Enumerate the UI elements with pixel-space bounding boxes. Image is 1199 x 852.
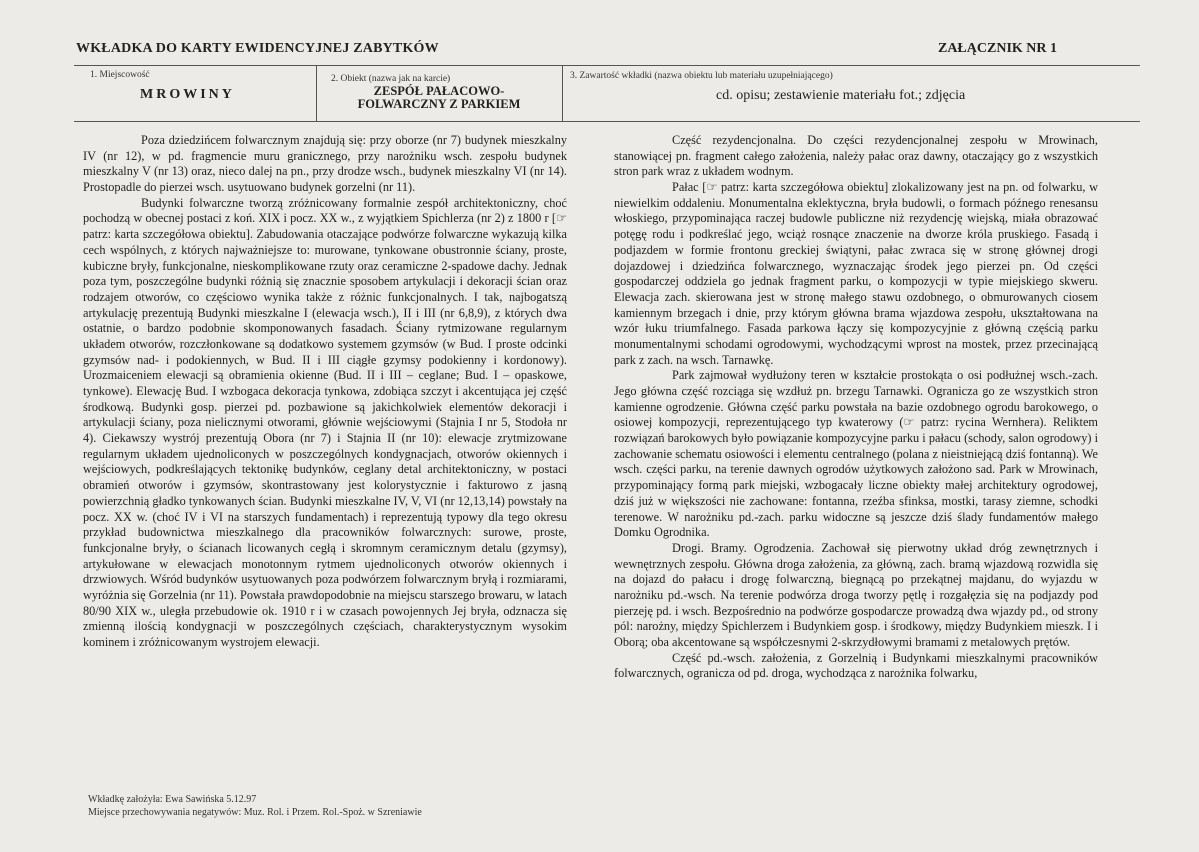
document-title: WKŁADKA DO KARTY EWIDENCYJNEJ ZABYTKÓW (76, 41, 439, 56)
right-paragraph-4: Drogi. Bramy. Ogrodzenia. Zachował się pierwotny układ dróg zewnętrznych i wewnętrznych zespołu. Główna droga założenia, za główną, zach. bramą wjazdową rozwidla się na dojazd do pałacu i drogę folwarczną, biegnącą po przekątnej majdanu, do wyjazdu w narożniku pd.-wsch. Na terenie podwórza droga tworzy pętlę i rozgałęzia się na podjazdy pod pierzeję pd. i wsch. Bezpośrednio na podwórze gospodarcze prowadzą dwa wjazdy pd., od strony pól: narożny, między Spichlerzem i Budynkiem gosp. i środkowy, między Budynkiem mieszk. I i Oborą; oba akcentowane są współczesnymi 2-skrzydłowymi bramami z metalowych prętów. (614, 540, 1098, 649)
right-paragraph-2: Pałac [☞ patrz: karta szczegółowa obiektu] zlokalizowany jest na pn. od folwarku, w niewielkim oddaleniu. Monumentalna eklektyczna, bryła budowli, o formach późnego renesansu włoskiego, przypominająca raczej budowle publiczne niż rezydencję wiejską, miała obrazować potęgę rodu i podkreślać jego, wciąż rosnące znaczenie na dworze króla pruskiego. Fasadą i podjazdem w formie frontonu greckiej świątyni, pałac zwraca się w stronę głównej drogi dojazdowej i dziedzińca folwarcznego, wyznaczając środek jego pierzei pn. Od części gospodarczej oddziela go jednak fragment parku, o kompozycji w typie miejskiego skweru. Elewacja zach. skierowana jest w stronę małego stawu ozdobnego, o obmurowanych ciosem kamiennym brzegach i dnie, przy którym główna brama wjazdowa zespołu, ukształtowana na wzór łuku triumfalnego. Fasada parkowa łączy się kompozycyjnie z główną częścią parku monumentalnymi schodami ogrodowymi, wychodzącymi wprost na mostek, przez przecinającą park z zach. na wsch. Tarnawkę. (614, 180, 1098, 367)
right-paragraph-3: Park zajmował wydłużony teren w kształcie prostokąta o osi podłużnej wsch.-zach. Jego główna część rozciąga się wzdłuż pn. brzegu Tarnawki. Ogranicza go ze wszystkich stron kamienne ogrodzenie. Główna część parku powstała na bazie ozdobnego ogrodu barokowego, o osiowej kompozycji, reprezentującego typ kwaterowy (☞ patrz: rycina Wernhera). Reliktem rozwiązań barokowych było powiązanie kompozycyjne parku i pałacu (schody, salon ogrodowy) i zachowanie schematu osiowości i elementu centralnego (polana z nieistniejącą dziś fontanną). We wsch. części parku, na terenie dawnych ogrodów użytkowych założono sad. Park w Mrowinach, przypominający formą park miejski, wzbogacały liczne obiekty małej architektury ogrodowej, dziś już w większości nie zachowane: fontanna, rzeźba sfinksa, mostki, tarasy ziemne, schodki terenowe. W narożniku pd.-zach. parku widoczne są jeszcze dziś ślady fundamentów małego Domku Ogrodnika. (614, 368, 1098, 540)
field-1-label: 1. Miejscowość (90, 70, 150, 80)
footer-negatives-location: Miejsce przechowywania negatywów: Muz. Rol. i Przem. Rol.-Spoż. w Szreniawie (88, 807, 422, 818)
field-divider-2 (562, 65, 563, 121)
field-2-value (320, 85, 558, 111)
right-column (614, 133, 1098, 682)
left-column (83, 133, 567, 651)
right-paragraph-5: Część pd.-wsch. założenia, z Gorzelnią i Budynkami mieszkalnymi pracowników folwarcznych, ogranicza od pd. droga, wychodząca z narożnika folwarku, (614, 650, 1098, 681)
right-paragraph-1: Część rezydencjonalna. Do części rezydencjonalnej zespołu w Mrowinach, stanowiącej pn. fragment całego założenia, należy pałac oraz dawny, otaczający go z wszystkich stron park wraz z układem wodnym. (614, 133, 1098, 179)
field-divider-1 (316, 65, 317, 121)
annex-label: ZAŁĄCZNIK NR 1 (937, 41, 1057, 56)
left-paragraph-1: Poza dziedzińcem folwarcznym znajdują się: przy oborze (nr 7) budynek mieszkalny IV (nr 12), w pd. fragmencie muru granicznego, przy narożniku wsch. zespołu budynek mieszkalny V (nr 13) oraz, nieco dalej na pn., przy drodze wsch., budynek mieszkalny VI (nr 14). Prostopadle do pierzei wsch. usytuowano budynek gorzelni (nr 11). (83, 133, 567, 195)
footer-author: Wkładkę założyła: Ewa Sawińska 5.12.97 (88, 794, 257, 805)
field-3-value: cd. opisu; zestawienie materiału fot.; zdjęcia (716, 88, 966, 103)
field-3-label: 3. Zawartość wkładki (nazwa obiektu lub materiału uzupełniającego) (570, 71, 833, 81)
header-rule-top (74, 65, 1140, 66)
field-2-label: 2. Obiekt (nazwa jak na karcie) (331, 74, 451, 84)
header-rule-bottom (74, 121, 1140, 122)
field-2-value-line1: ZESPÓŁ PAŁACOWO- (373, 84, 505, 98)
left-paragraph-2: Budynki folwarczne tworzą zróżnicowany formalnie zespół architektoniczny, choć pochodzą w obecnej postaci z koń. XIX i pocz. XX w., z wyjątkiem Spichlerza (nr 2) z 1800 r [☞ patrz: karta szczegółowa obiektu]. Zabudowania otaczające podwórze folwarczne wykazują kilka cech wspólnych, z których najważniejsze to: murowane, tynkowane obustronnie ściany, proste, kubiczne bryły, funkcjonalne, nieskomplikowane rzuty oraz ceramiczne 2-spadowe dachy. Jednak poza tym, poszczególne budynki różnią się znacznie sposobem artykulacji i dekoracji ścian oraz rodzajem otworów, co częściowo wynika także z różnic funkcjonalnych. I tak, najbogatszą artykulację prezentują Budynki mieszkalne I (elewacja wsch.), II i III (nr 6,8,9), z których dwa ostatnie, o bardzo podobnie skomponowanych fasadach. Ściany rytmizowane regularnym układem otworów, rozczłonkowane są dodatkowo systemem gzymsów (w Bud. I proste odcinki gzymsów nad- i podokiennych, w Bud. II i III ciągłe gzymsy podokienny i kordonowy). Urozmaiceniem elewacji są obramienia okienne (Bud. II i III – ceglane; Bud. I – opaskowe, tynkowe). Elewację Bud. I wzbogaca dekoracja tynkowa, zdobiąca szczyt i akcentująca jej część środkową. Budynki gosp. pierzei pd. pozbawione są jakichkolwiek elementów dekoracji i artykulacji ściany, poza nielicznymi otworami, głównie wejściowymi (Stajnia I nr 5, Stodoła nr 4). Ciekawszy wystrój prezentują Obora (nr 7) i Stajnia II (nr 10): elewacje zrytmizowane regularnym układem ujednoliconych w poszczególnych kondygnacjach, otworów okiennych i wejściowych, podkreślających tektonikę budynków, ceglany detal architektoniczny, w postaci obramień otworów i gzymsów, skontrastowany jest kolorystycznie i fakturowo z jasną powierzchnią gładko tynkowanych ścian. Budynki mieszkalne IV, V, VI (nr 12,13,14) powstały na pocz. XX w. (choć IV i VI na starszych fundamentach) i reprezentują typowy dla tego okresu przykład budownictwa mieszkalnego dla pracowników folwarcznych: surowe, proste, funkcjonalne bryły, o ścianach licowanych cegłą i skromnym ceramicznym detalu (gzymsy), artykułowane w elewacjach monotonnym rytmem ujednoliconych otworów okiennych i drzwiowych. Wśród budynków usytuowanych poza podwórzem folwarcznym bryłą i rozmiarami, wyróżnia się Gorzelnia (nr 11). Powstała prawdopodobnie na miejscu starszego browaru, w latach 80/90 XIX w., uległa przebudowie ok. 1910 r i w czasach powojennych Jej bryła, odznacza się zmienną ilością kondygnacji w poszczególnych częściach, charakterystycznym wysokim kominem i zróżnicowanym wystrojem elewacji. (83, 195, 567, 649)
footer-notes (88, 793, 422, 819)
field-2-value-line2: FOLWARCZNY Z PARKIEM (357, 97, 521, 111)
field-1-value: MROWINY (140, 87, 235, 102)
